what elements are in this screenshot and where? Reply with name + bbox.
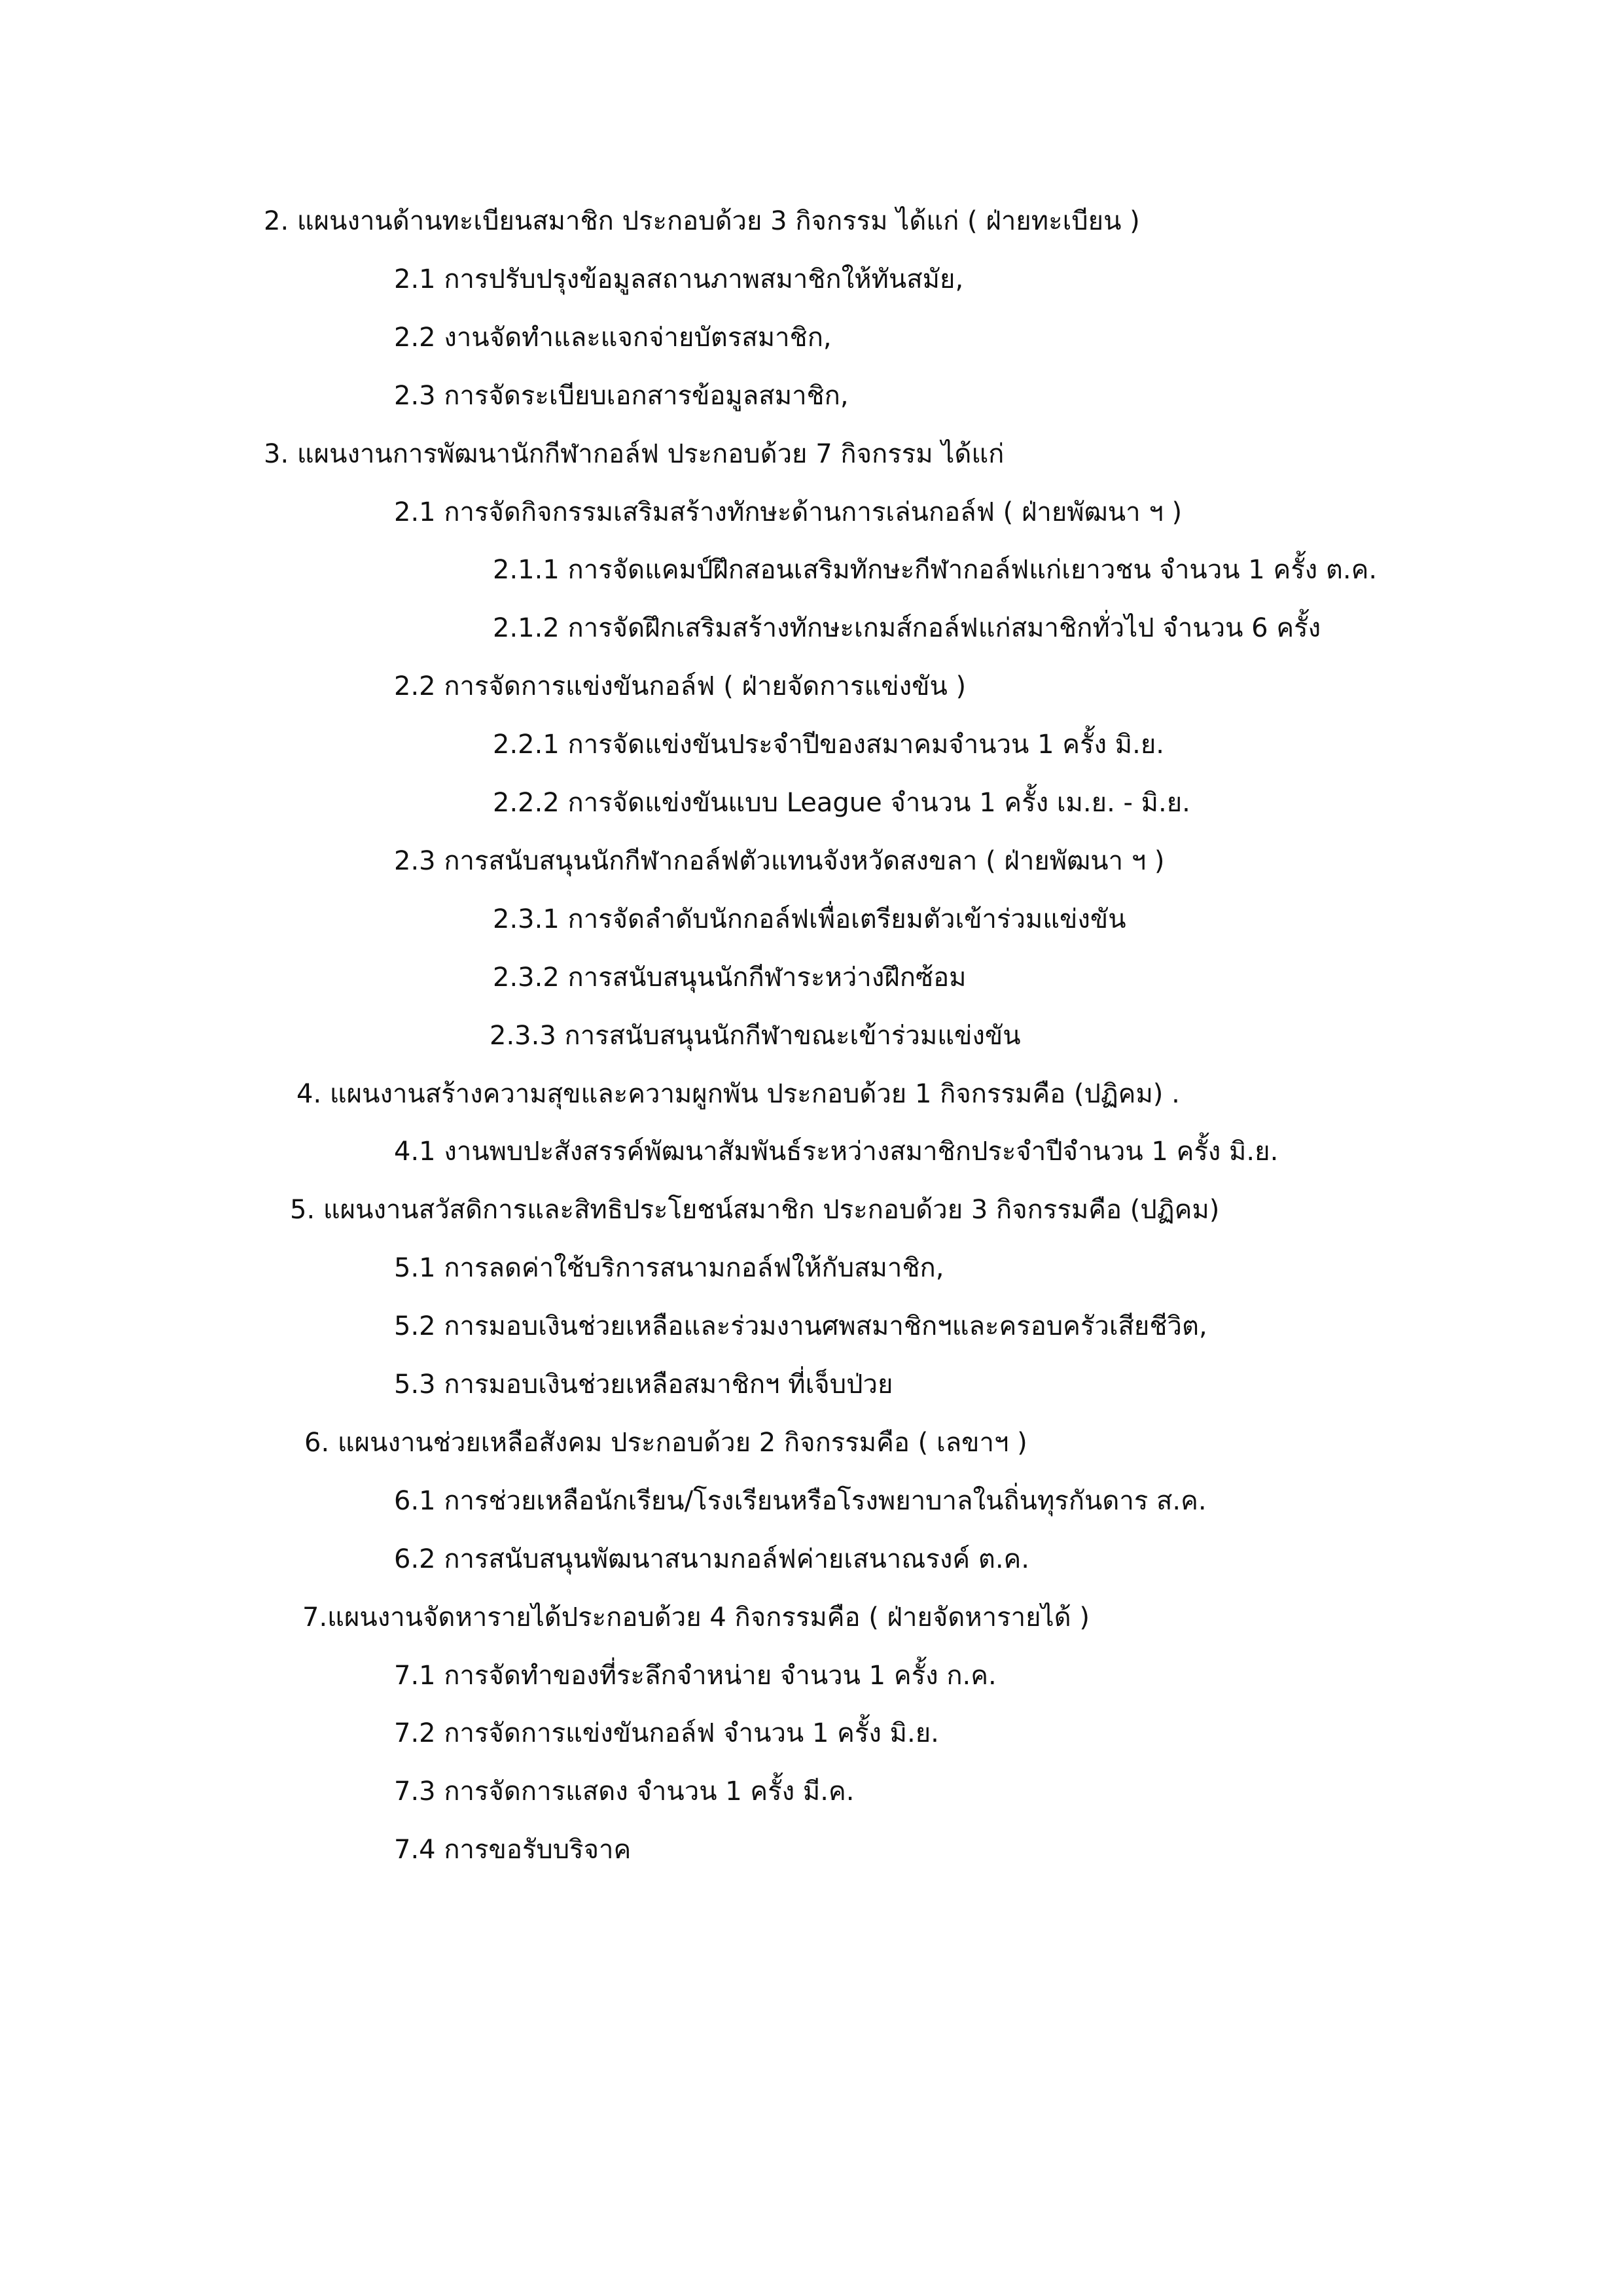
section-heading-happiness-bonding: 4. แผนงานสร้างความสุขและความผูกพัน ประกอบด้วย 1 กิจกรรมคือ (ปฏิคม) . [296,1079,1180,1109]
activity-item: 2.2 งานจัดทำและแจกจ่ายบัตรสมาชิก, [394,323,832,353]
activity-item: 4.1 งานพบปะสังสรรค์พัฒนาสัมพันธ์ระหว่างสมาชิกประจำปีจำนวน 1 ครั้ง มิ.ย. [394,1137,1279,1167]
activity-item: 7.3 การจัดการแสดง จำนวน 1 ครั้ง มี.ค. [394,1776,855,1807]
activity-item: 2.1 การปรับปรุงข้อมูลสถานภาพสมาชิกให้ทันสมัย, [394,264,964,294]
section-heading-fundraising: 7.แผนงานจัดหารายได้ประกอบด้วย 4 กิจกรรมคือ ( ฝ่ายจัดหารายได้ ) [302,1602,1090,1633]
activity-item: 2.3 การสนับสนุนนักกีฬากอล์ฟตัวแทนจังหวัดสงขลา ( ฝ่ายพัฒนา ฯ ) [394,846,1165,876]
activity-item: 7.2 การจัดการแข่งขันกอล์ฟ จำนวน 1 ครั้ง มิ.ย. [394,1718,939,1748]
activity-item: 5.1 การลดค่าใช้บริการสนามกอล์ฟให้กับสมาชิก, [394,1253,944,1283]
sub-activity-item: 2.3.2 การสนับสนุนนักกีฬาระหว่างฝึกซ้อม [493,963,967,993]
activity-item: 6.1 การช่วยเหลือนักเรียน/โรงเรียนหรือโรงพยาบาลในถิ่นทุรกันดาร ส.ค. [394,1486,1207,1516]
sub-activity-item: 2.3.1 การจัดลำดับนักกอล์ฟเพื่อเตรียมตัวเข้าร่วมแข่งขัน [493,904,1126,934]
section-heading-athlete-development: 3. แผนงานการพัฒนานักกีฬากอล์ฟ ประกอบด้วย 7 กิจกรรม ได้แก่ [264,439,1005,469]
activity-item: 7.1 การจัดทำของที่ระลึกจำหน่าย จำนวน 1 ครั้ง ก.ค. [394,1661,997,1691]
activity-item: 5.3 การมอบเงินช่วยเหลือสมาชิกฯ ที่เจ็บป่วย [394,1369,893,1400]
section-heading-welfare-benefits: 5. แผนงานสวัสดิการและสิทธิประโยชน์สมาชิก ประกอบด้วย 3 กิจกรรมคือ (ปฏิคม) [290,1195,1220,1225]
sub-activity-item: 2.2.1 การจัดแข่งขันประจำปีของสมาคมจำนวน 1 ครั้ง มิ.ย. [493,730,1164,760]
sub-activity-item: 2.2.2 การจัดแข่งขันแบบ League จำนวน 1 ครั้ง เม.ย. - มิ.ย. [493,788,1190,818]
section-heading-registration: 2. แผนงานด้านทะเบียนสมาชิก ประกอบด้วย 3 กิจกรรม ได้แก่ ( ฝ่ายทะเบียน ) [264,206,1140,236]
sub-activity-item: 2.3.3 การสนับสนุนนักกีฬาขณะเข้าร่วมแข่งขัน [490,1021,1021,1051]
activity-item: 5.2 การมอบเงินช่วยเหลือและร่วมงานศพสมาชิกฯและครอบครัวเสียชีวิต, [394,1311,1207,1341]
activity-item: 2.1 การจัดกิจกรรมเสริมสร้างทักษะด้านการเล่นกอล์ฟ ( ฝ่ายพัฒนา ฯ ) [394,497,1183,527]
activity-item: 6.2 การสนับสนุนพัฒนาสนามกอล์ฟค่ายเสนาณรงค์ ต.ค. [394,1544,1030,1574]
activity-item: 2.2 การจัดการแข่งขันกอล์ฟ ( ฝ่ายจัดการแข่งขัน ) [394,671,967,701]
activity-item: 2.3 การจัดระเบียบเอกสารข้อมูลสมาชิก, [394,381,849,411]
sub-activity-item: 2.1.2 การจัดฝึกเสริมสร้างทักษะเกมส์กอล์ฟแก่สมาชิกทั่วไป จำนวน 6 ครั้ง [493,613,1321,643]
sub-activity-item: 2.1.1 การจัดแคมป์ฝึกสอนเสริมทักษะกีฬากอล์ฟแก่เยาวชน จำนวน 1 ครั้ง ต.ค. [493,555,1378,585]
section-heading-social-assistance: 6. แผนงานช่วยเหลือสังคม ประกอบด้วย 2 กิจกรรมคือ ( เลขาฯ ) [304,1428,1027,1458]
activity-item: 7.4 การขอรับบริจาค [394,1835,632,1865]
